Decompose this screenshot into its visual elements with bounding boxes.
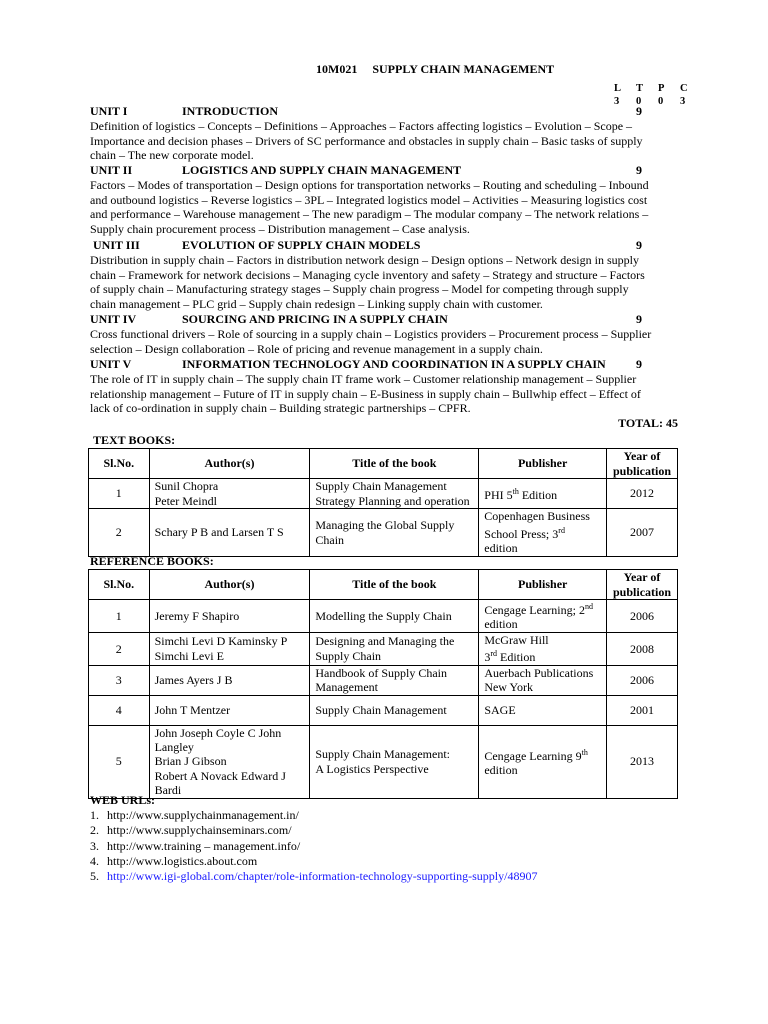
unit-content-line: chain management – PLC grid – Supply chain redesign – Linking supply chain with customer. xyxy=(90,296,543,311)
column-header: Author(s) xyxy=(149,449,310,479)
table-row xyxy=(89,600,678,633)
author-cell: Simchi Levi D Kaminsky P Simchi Levi E xyxy=(149,632,310,665)
unit-title: LOGISTICS AND SUPPLY CHAIN MANAGEMENT xyxy=(182,163,462,177)
unit-hours: 9 xyxy=(636,163,642,177)
year-cell: 2013 xyxy=(607,725,678,798)
unit-content-line: Cross functional drivers – Role of sourcing in a supply chain – Logistics providers – Procurement process – Supplier xyxy=(90,327,652,341)
author-cell: Sunil Chopra Peter Meindl xyxy=(149,479,310,509)
web-url-item xyxy=(90,854,257,869)
table-row xyxy=(89,632,678,665)
column-header: Title of the book xyxy=(310,449,479,479)
year-cell: 2012 xyxy=(607,479,678,509)
unit-heading xyxy=(90,104,680,119)
column-header: Title of the book xyxy=(310,570,479,600)
unit-heading xyxy=(90,238,680,253)
publisher-cell: SAGE xyxy=(479,695,607,725)
title-cell: Supply Chain Management Strategy Planning and operation xyxy=(310,479,479,509)
column-header: Year of publication xyxy=(607,570,678,600)
unit-content-line: of supply chain – Manufacturing strategy stages – Supply chain progress – Model for competing through supply xyxy=(90,282,629,297)
sl-no-cell: 2 xyxy=(89,632,150,665)
unit-content-line: relationship management – Future of IT in supply chain – E-Business in supply chain – Bullwhip effect – Effect of xyxy=(90,386,641,401)
year-cell: 2001 xyxy=(607,695,678,725)
web-url-item xyxy=(90,869,537,884)
title-cell: Supply Chain Management: A Logistics Perspective xyxy=(310,725,479,798)
column-header: Sl.No. xyxy=(89,449,150,479)
table-row xyxy=(89,695,678,725)
unit-content-line: Supply chain procurement process – Distribution management – Case analysis. xyxy=(90,221,470,236)
text-books-table xyxy=(88,448,678,557)
unit-title: INFORMATION TECHNOLOGY AND COORDINATION IN A SUPPLY CHAIN xyxy=(182,357,606,371)
web-url-number: 2. xyxy=(90,823,99,838)
sl-no-cell: 5 xyxy=(89,725,150,798)
ltpc-values: 3 0 0 3 xyxy=(614,96,686,107)
unit-hours: 9 xyxy=(636,312,642,326)
web-url-number: 4. xyxy=(90,853,99,868)
web-url-link[interactable]: http://www.training – management.info/ xyxy=(107,838,301,853)
column-header: Publisher xyxy=(479,570,607,600)
year-cell: 2006 xyxy=(607,600,678,633)
title-cell: Handbook of Supply Chain Management xyxy=(310,665,479,695)
year-cell: 2008 xyxy=(607,632,678,665)
column-header: Publisher xyxy=(479,449,607,479)
unit-content-line: The role of IT in supply chain – The supply chain IT frame work – Customer relationship management – Supplier xyxy=(90,372,637,386)
table-row xyxy=(89,665,678,695)
unit-content-line: lack of co-ordination in supply chain – Building strategic partnerships – CPFR. xyxy=(90,401,471,416)
publisher-cell: Copenhagen Business School Press; 3rd edition xyxy=(479,509,607,557)
unit-content-line: chain – Framework for network decisions – Managing cycle inventory and safety – Strategy and structure – Factors xyxy=(90,267,645,282)
web-urls-heading: WEB URLs: xyxy=(90,793,156,807)
publisher-cell: PHI 5th Edition xyxy=(479,479,607,509)
unit-heading xyxy=(90,312,680,327)
title-cell: Modelling the Supply Chain xyxy=(310,600,479,633)
web-url-link[interactable]: http://www.supplychainseminars.com/ xyxy=(107,823,292,838)
column-header: Sl.No. xyxy=(89,570,150,600)
text-books-heading: TEXT BOOKS: xyxy=(93,433,176,447)
unit-content-line: Factors – Modes of transportation – Design options for transportation networks – Routing and scheduling – Inbound xyxy=(90,178,649,192)
web-url-number: 5. xyxy=(90,869,99,884)
author-cell: Jeremy F Shapiro xyxy=(149,600,310,633)
author-cell: John T Mentzer xyxy=(149,695,310,725)
sl-no-cell: 4 xyxy=(89,695,150,725)
total-hours: TOTAL: 45 xyxy=(618,416,678,430)
unit-number: UNIT IV xyxy=(90,312,137,326)
sl-no-cell: 1 xyxy=(89,600,150,633)
web-url-number: 3. xyxy=(90,838,99,853)
unit-content xyxy=(90,178,678,236)
author-cell: Schary P B and Larsen T S xyxy=(149,509,310,557)
unit-hours: 9 xyxy=(636,104,642,118)
publisher-cell: Cengage Learning 9th edition xyxy=(479,725,607,798)
sl-no-cell: 3 xyxy=(89,665,150,695)
author-cell: John Joseph Coyle C John Langley Brian J Gibson Robert A Novack Edward J Bardi xyxy=(149,725,310,798)
unit-content-line: and outbound logistics – Reverse logistics – 3PL – Integrated logistics model – Activities – Measuring logistics cost xyxy=(90,192,648,207)
column-header: Year of publication xyxy=(607,449,678,479)
unit-content-line: chain – The new corporate model. xyxy=(90,148,254,163)
unit-number: UNIT III xyxy=(90,238,140,252)
unit-content xyxy=(90,253,678,311)
unit-content-line: Distribution in supply chain – Factors in distribution network design – Design options – Network design in supply xyxy=(90,253,639,267)
unit-heading xyxy=(90,163,680,178)
unit-content-line: selection – Design collaboration – Role of pricing and revenue management in a supply chain. xyxy=(90,341,543,356)
unit-content xyxy=(90,327,678,356)
reference-books-heading: REFERENCE BOOKS: xyxy=(90,554,214,568)
unit-content-line: Definition of logistics – Concepts – Definitions – Approaches – Factors affecting logistics – Evolution – Scope – xyxy=(90,119,633,133)
year-cell: 2006 xyxy=(607,665,678,695)
unit-title: EVOLUTION OF SUPPLY CHAIN MODELS xyxy=(182,238,421,252)
publisher-cell: Auerbach Publications New York xyxy=(479,665,607,695)
page-title: 10M021 SUPPLY CHAIN MANAGEMENT xyxy=(316,62,555,76)
unit-number: UNIT I xyxy=(90,104,128,118)
web-url-link[interactable]: http://www.supplychainmanagement.in/ xyxy=(107,808,299,822)
unit-content xyxy=(90,372,678,416)
web-url-item xyxy=(90,839,300,854)
table-row xyxy=(89,509,678,557)
sl-no-cell: 1 xyxy=(89,479,150,509)
sl-no-cell: 2 xyxy=(89,509,150,557)
unit-title: INTRODUCTION xyxy=(182,104,279,118)
reference-books-table xyxy=(88,569,678,799)
year-cell: 2007 xyxy=(607,509,678,557)
web-url-number: 1. xyxy=(90,808,99,822)
title-cell: Designing and Managing the Supply Chain xyxy=(310,632,479,665)
unit-content xyxy=(90,119,678,163)
title-cell: Supply Chain Management xyxy=(310,695,479,725)
web-url-link[interactable]: http://www.igi-global.com/chapter/role-information-technology-supporting-supply/48907 xyxy=(107,869,538,884)
author-cell: James Ayers J B xyxy=(149,665,310,695)
unit-number: UNIT II xyxy=(90,163,133,177)
unit-content-line: and performance – Warehouse management – The new paradigm – The modular company – The network relations – xyxy=(90,207,649,222)
web-url-item xyxy=(90,823,292,838)
table-row xyxy=(89,725,678,798)
column-header: Author(s) xyxy=(149,570,310,600)
web-url-link[interactable]: http://www.logistics.about.com xyxy=(107,853,258,868)
publisher-cell: McGraw Hill 3rd Edition xyxy=(479,632,607,665)
unit-hours: 9 xyxy=(636,238,642,252)
table-row xyxy=(89,479,678,509)
unit-title: SOURCING AND PRICING IN A SUPPLY CHAIN xyxy=(182,312,448,326)
ltpc-labels: L T P C xyxy=(614,83,688,94)
unit-hours: 9 xyxy=(636,357,642,371)
title-cell: Managing the Global Supply Chain xyxy=(310,509,479,557)
unit-heading xyxy=(90,357,680,372)
web-url-item xyxy=(90,808,299,823)
publisher-cell: Cengage Learning; 2nd edition xyxy=(479,600,607,633)
unit-content-line: Importance and decision phases – Drivers of SC performance and obstacles in supply chain – Basic tasks of supply xyxy=(90,133,643,148)
unit-number: UNIT V xyxy=(90,357,132,371)
